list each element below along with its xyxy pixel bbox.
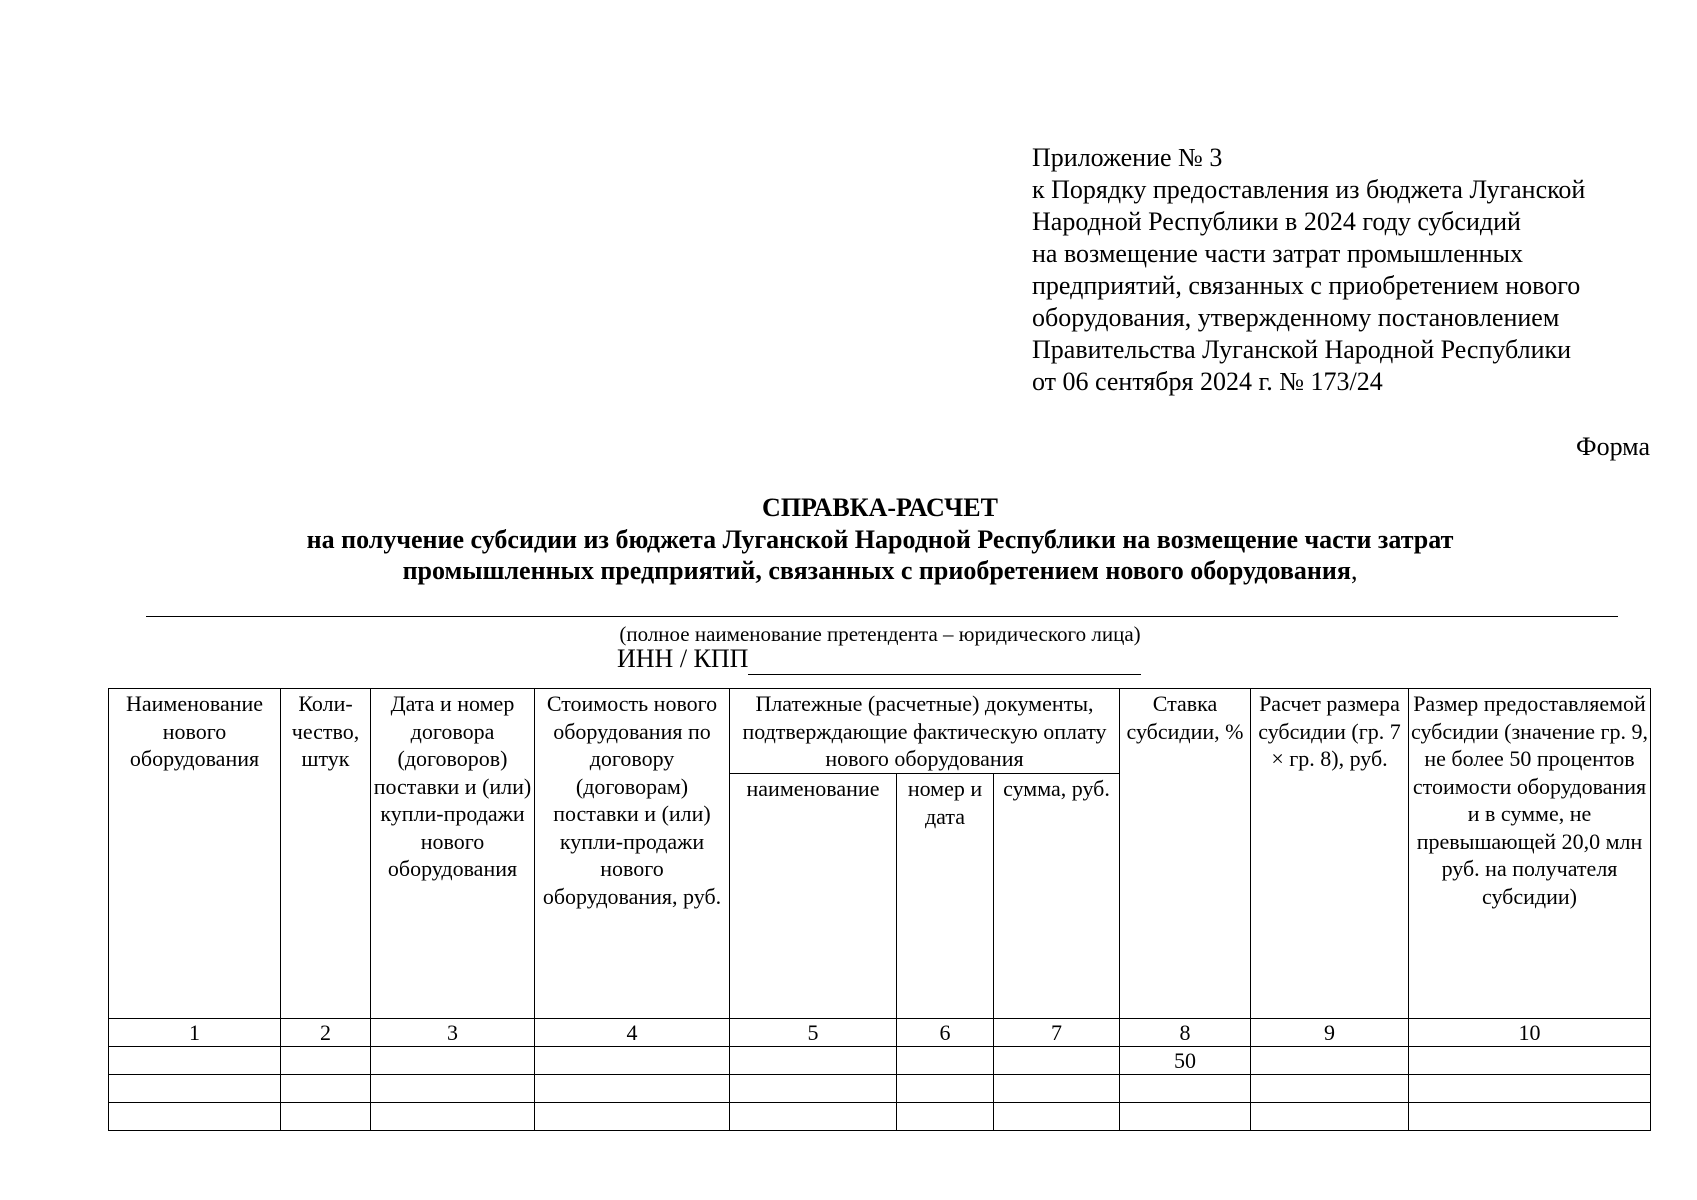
table-cell[interactable]: 50 (1120, 1047, 1251, 1075)
inn-kpp-blank (748, 648, 1141, 675)
table-row (109, 1047, 1651, 1075)
header-payment-documents: Платежные (расчетные) документы, подтверждающие фактическую оплату нового оборудования (730, 689, 1120, 774)
appendix-line: на возмещение части затрат промышленных (1032, 239, 1524, 268)
document-title (0, 492, 1697, 524)
table-cell[interactable] (1409, 1047, 1651, 1075)
header-contract-date-number: Дата и номер договора (договоров) поставки и (или) купли-продажи нового оборудования (371, 689, 535, 1019)
appendix-line: к Порядку предоставления из бюджета Луганской (1032, 175, 1586, 204)
table-cell[interactable] (371, 1075, 535, 1103)
applicant-name-line (146, 616, 1618, 617)
header-payment-name: наименование (730, 774, 897, 1019)
table-cell[interactable] (1409, 1075, 1651, 1103)
table-cell[interactable] (994, 1075, 1120, 1103)
appendix-line: Народной Республики в 2024 году субсидий (1032, 207, 1521, 236)
table-cell[interactable] (994, 1047, 1120, 1075)
table-cell[interactable] (535, 1103, 730, 1131)
header-subsidy-amount: Размер предоставляемой субсидии (значение гр. 9, не более 50 процентов стоимости оборудования и в сумме, не превышающей 20,0 млн руб. на получателя субсидии) (1409, 689, 1651, 1019)
table-cell[interactable] (535, 1047, 730, 1075)
column-number: 8 (1120, 1019, 1251, 1047)
column-number: 10 (1409, 1019, 1651, 1047)
column-number: 4 (535, 1019, 730, 1047)
table-cell[interactable] (1251, 1047, 1409, 1075)
header-payment-number-date: номер и дата (897, 774, 994, 1019)
table-cell[interactable] (281, 1103, 371, 1131)
appendix-line: от 06 сентября 2024 г. № 173/24 (1032, 367, 1383, 396)
header-equipment-name: Наименование нового оборудования (109, 689, 281, 1019)
column-number: 9 (1251, 1019, 1409, 1047)
applicant-caption: (полное наименование претендента – юридического лица) (619, 622, 1141, 646)
header-equipment-cost: Стоимость нового оборудования по договору (договорам) поставки и (или) купли-продажи нового оборудования, руб. (535, 689, 730, 1019)
appendix-line: предприятий, связанных с приобретением нового (1032, 271, 1581, 300)
table-cell[interactable] (1120, 1103, 1251, 1131)
table-cell[interactable] (109, 1047, 281, 1075)
subsidy-calculation-table (108, 688, 1651, 1131)
table-cell[interactable] (730, 1075, 897, 1103)
column-number: 7 (994, 1019, 1120, 1047)
header-quantity: Коли-чество, штук (281, 689, 371, 1019)
table-row (109, 1075, 1651, 1103)
subtitle-line-2 (0, 555, 1697, 586)
column-number: 2 (281, 1019, 371, 1047)
table-cell[interactable] (730, 1047, 897, 1075)
header-subsidy-calculation: Расчет размера субсидии (гр. 7 × гр. 8), руб. (1251, 689, 1409, 1019)
header-subsidy-rate: Ставка субсидии, % (1120, 689, 1251, 1019)
table-row (109, 1103, 1651, 1131)
form-label: Форма (1576, 432, 1650, 461)
title-text: СПРАВКА-РАСЧЕТ (762, 493, 998, 522)
appendix-line: оборудования, утвержденному постановлением (1032, 303, 1560, 332)
column-number: 6 (897, 1019, 994, 1047)
column-numbers-row (109, 1019, 1651, 1047)
subtitle-comma: , (1350, 556, 1358, 585)
table-cell[interactable] (109, 1103, 281, 1131)
inn-kpp-label: ИНН / КПП (617, 644, 749, 673)
table-cell[interactable] (897, 1047, 994, 1075)
table-cell[interactable] (897, 1075, 994, 1103)
inn-kpp-field (617, 643, 1141, 675)
table-cell[interactable] (1409, 1103, 1651, 1131)
table-cell[interactable] (730, 1103, 897, 1131)
subtitle-line-1: на получение субсидии из бюджета Луганской Народной Республики на возмещение части затрат (306, 525, 1454, 554)
appendix-line: Правительства Луганской Народной Республики (1032, 335, 1572, 364)
header-payment-sum: сумма, руб. (994, 774, 1120, 1019)
appendix-line: Приложение № 3 (1032, 143, 1223, 172)
column-number: 1 (109, 1019, 281, 1047)
table-cell[interactable] (109, 1075, 281, 1103)
table-cell[interactable] (1251, 1075, 1409, 1103)
table-cell[interactable] (1251, 1103, 1409, 1131)
column-number: 3 (371, 1019, 535, 1047)
table-cell[interactable] (994, 1103, 1120, 1131)
table-cell[interactable] (371, 1103, 535, 1131)
table-cell[interactable] (1120, 1075, 1251, 1103)
table-cell[interactable] (371, 1047, 535, 1075)
table-cell[interactable] (281, 1075, 371, 1103)
document-subtitle (0, 524, 1697, 586)
header-row (109, 689, 1651, 774)
table-cell[interactable] (281, 1047, 371, 1075)
subtitle-line-2-text: промышленных предприятий, связанных с приобретением нового оборудования (402, 556, 1351, 585)
table-cell[interactable] (535, 1075, 730, 1103)
appendix-block (1032, 142, 1672, 398)
column-number: 5 (730, 1019, 897, 1047)
table-cell[interactable] (897, 1103, 994, 1131)
